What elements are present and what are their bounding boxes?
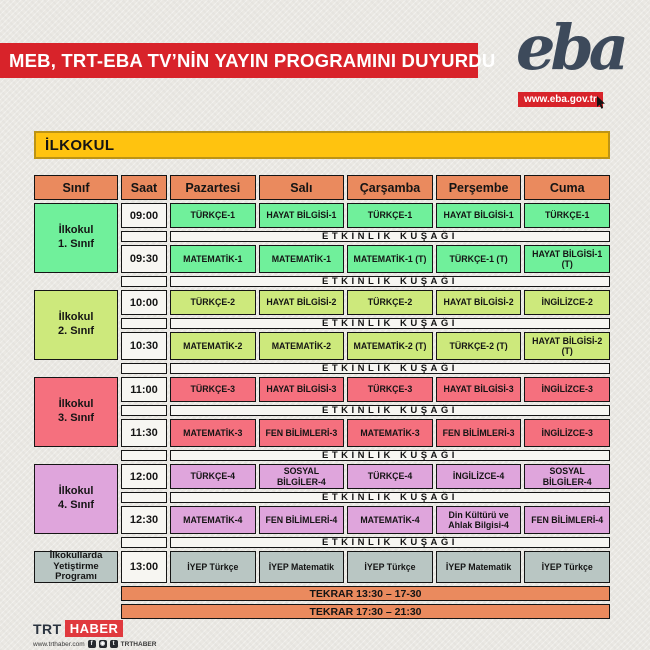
subject-cell: MATEMATİK-4 xyxy=(347,506,433,534)
subject-cell: TÜRKÇE-1 xyxy=(170,203,256,228)
subject-cell: HAYAT BİLGİSİ-3 xyxy=(436,377,522,402)
footer-website: www.trthaber.com xyxy=(33,640,85,648)
subject-cell: MATEMATİK-2 xyxy=(259,332,345,360)
schedule-table xyxy=(34,175,610,622)
time-cell: 09:30 xyxy=(121,245,167,273)
eba-logo: eba xyxy=(516,11,624,84)
class-line: İlkokul xyxy=(58,398,94,411)
footer-links-row xyxy=(33,640,156,648)
time-cell: 11:00 xyxy=(121,377,167,402)
column-header-sali: Salı xyxy=(259,175,345,200)
class-line: İlkokullarda xyxy=(49,549,103,561)
subject-cell: MATEMATİK-3 xyxy=(170,419,256,447)
empty-time-cell xyxy=(121,405,167,416)
subject-cell: HAYAT BİLGİSİ-1 (T) xyxy=(524,245,610,273)
class-line: İlkokul xyxy=(58,485,94,498)
class-line: Programı xyxy=(55,571,97,583)
subject-cell: MATEMATİK-1 xyxy=(170,245,256,273)
subject-cell: İYEP Türkçe xyxy=(347,551,433,583)
subject-cell: MATEMATİK-2 xyxy=(170,332,256,360)
subject-cell: HAYAT BİLGİSİ-2 xyxy=(259,290,345,315)
subject-cell: HAYAT BİLGİSİ-3 xyxy=(259,377,345,402)
class-line: İlkokul xyxy=(58,224,94,237)
activity-band: ETKİNLİK KUŞAĞI xyxy=(170,405,610,416)
subject-cell: FEN BİLİMLERİ-3 xyxy=(259,419,345,447)
class-cell xyxy=(34,377,118,447)
column-header-saat: Saat xyxy=(121,175,167,200)
trt-haber-logo xyxy=(33,620,156,637)
subject-cell: TÜRKÇE-3 xyxy=(347,377,433,402)
subject-cell: İYEP Matematik xyxy=(436,551,522,583)
activity-band: ETKİNLİK KUŞAĞI xyxy=(170,492,610,503)
empty-time-cell xyxy=(121,276,167,287)
class-line: Yetiştirme xyxy=(53,560,99,572)
headline-banner xyxy=(0,43,496,78)
footer-social-handle: TRTHABER xyxy=(120,640,157,648)
time-cell: 09:00 xyxy=(121,203,167,228)
subject-cell: TÜRKÇE-4 xyxy=(347,464,433,489)
eba-url-label: www.eba.gov.tr xyxy=(518,92,603,107)
subject-cell: MATEMATİK-3 xyxy=(347,419,433,447)
subject-cell: TÜRKÇE-1 (T) xyxy=(436,245,522,273)
subject-cell: İYEP Matematik xyxy=(259,551,345,583)
class-cell xyxy=(34,464,118,534)
subject-cell: TÜRKÇE-3 xyxy=(170,377,256,402)
column-header-sinif: Sınıf xyxy=(34,175,118,200)
subject-cell: HAYAT BİLGİSİ-1 xyxy=(436,203,522,228)
subject-cell: TÜRKÇE-4 xyxy=(170,464,256,489)
trt-haber-footer xyxy=(33,620,156,648)
column-header-pazartesi: Pazartesi xyxy=(170,175,256,200)
class-cell xyxy=(34,203,118,273)
table-header-row xyxy=(34,175,610,200)
activity-band: ETKİNLİK KUŞAĞI xyxy=(170,450,610,461)
column-header-carsamba: Çarşamba xyxy=(347,175,433,200)
twitter-icon: t xyxy=(110,640,118,648)
subject-cell: MATEMATİK-4 xyxy=(170,506,256,534)
subject-cell: HAYAT BİLGİSİ-2 xyxy=(436,290,522,315)
class-line: 2. Sınıf xyxy=(57,325,95,337)
activity-band: ETKİNLİK KUŞAĞI xyxy=(170,537,610,548)
schedule-group-1-sinif xyxy=(34,203,610,287)
facebook-icon: f xyxy=(88,640,96,648)
subject-cell: Din Kültürü ve Ahlak Bilgisi-4 xyxy=(436,506,522,534)
activity-band: ETKİNLİK KUŞAĞI xyxy=(170,231,610,242)
subject-cell: İYEP Türkçe xyxy=(170,551,256,583)
subject-cell: İNGİLİZCE-2 xyxy=(524,290,610,315)
time-cell: 13:00 xyxy=(121,551,167,583)
subject-cell: MATEMATİK-1 (T) xyxy=(347,245,433,273)
time-cell: 11:30 xyxy=(121,419,167,447)
schedule-group-3-sinif xyxy=(34,377,610,461)
subject-cell: TÜRKÇE-1 xyxy=(347,203,433,228)
subject-cell: FEN BİLİMLERİ-4 xyxy=(524,506,610,534)
subject-cell: MATEMATİK-2 (T) xyxy=(347,332,433,360)
subject-cell: İNGİLİZCE-3 xyxy=(524,377,610,402)
column-header-cuma: Cuma xyxy=(524,175,610,200)
subject-cell: İNGİLİZCE-4 xyxy=(436,464,522,489)
time-cell: 12:30 xyxy=(121,506,167,534)
repeat-bar-1: TEKRAR 13:30 – 17-30 xyxy=(121,586,610,601)
schedule-group-2-sinif xyxy=(34,290,610,374)
section-title-ilkokul xyxy=(34,131,610,159)
subject-cell: SOSYAL BİLGİLER-4 xyxy=(524,464,610,489)
subject-cell: TÜRKÇE-1 xyxy=(524,203,610,228)
class-line: 1. Sınıf xyxy=(57,238,95,250)
trt-logo-text: TRT xyxy=(33,620,62,637)
subject-cell: İYEP Türkçe xyxy=(524,551,610,583)
subject-cell: TÜRKÇE-2 xyxy=(347,290,433,315)
headline-text: MEB, TRT-EBA TV’NİN YAYIN PROGRAMINI DUYURDU xyxy=(9,49,496,71)
mouse-cursor-icon xyxy=(596,96,607,115)
subject-cell: TÜRKÇE-2 (T) xyxy=(436,332,522,360)
instagram-icon: ◉ xyxy=(100,641,106,647)
empty-time-cell xyxy=(121,450,167,461)
column-header-persembe: Perşembe xyxy=(436,175,522,200)
subject-cell: SOSYAL BİLGİLER-4 xyxy=(259,464,345,489)
subject-cell: MATEMATİK-1 xyxy=(259,245,345,273)
subject-cell: FEN BİLİMLERİ-4 xyxy=(259,506,345,534)
subject-cell: HAYAT BİLGİSİ-2 (T) xyxy=(524,332,610,360)
section-title-text: İLKOKUL xyxy=(45,136,115,154)
empty-time-cell xyxy=(121,537,167,548)
empty-time-cell xyxy=(121,231,167,242)
empty-time-cell xyxy=(121,492,167,503)
class-cell xyxy=(34,290,118,360)
activity-band: ETKİNLİK KUŞAĞI xyxy=(170,276,610,287)
empty-time-cell xyxy=(121,363,167,374)
class-line: 4. Sınıf xyxy=(57,499,95,511)
haber-logo-text: HABER xyxy=(65,620,124,637)
empty-time-cell xyxy=(121,318,167,329)
activity-band: ETKİNLİK KUŞAĞI xyxy=(170,363,610,374)
subject-cell: TÜRKÇE-2 xyxy=(170,290,256,315)
subject-cell: FEN BİLİMLERİ-3 xyxy=(436,419,522,447)
class-line: İlkokul xyxy=(58,311,94,324)
time-cell: 12:00 xyxy=(121,464,167,489)
activity-band: ETKİNLİK KUŞAĞI xyxy=(170,318,610,329)
subject-cell: HAYAT BİLGİSİ-1 xyxy=(259,203,345,228)
repeat-bar-2: TEKRAR 17:30 – 21:30 xyxy=(121,604,610,619)
class-line: 3. Sınıf xyxy=(57,412,95,424)
schedule-group-iyep xyxy=(34,551,610,583)
subject-cell: İNGİLİZCE-3 xyxy=(524,419,610,447)
schedule-group-4-sinif xyxy=(34,464,610,548)
class-cell xyxy=(34,551,118,583)
time-cell: 10:30 xyxy=(121,332,167,360)
time-cell: 10:00 xyxy=(121,290,167,315)
